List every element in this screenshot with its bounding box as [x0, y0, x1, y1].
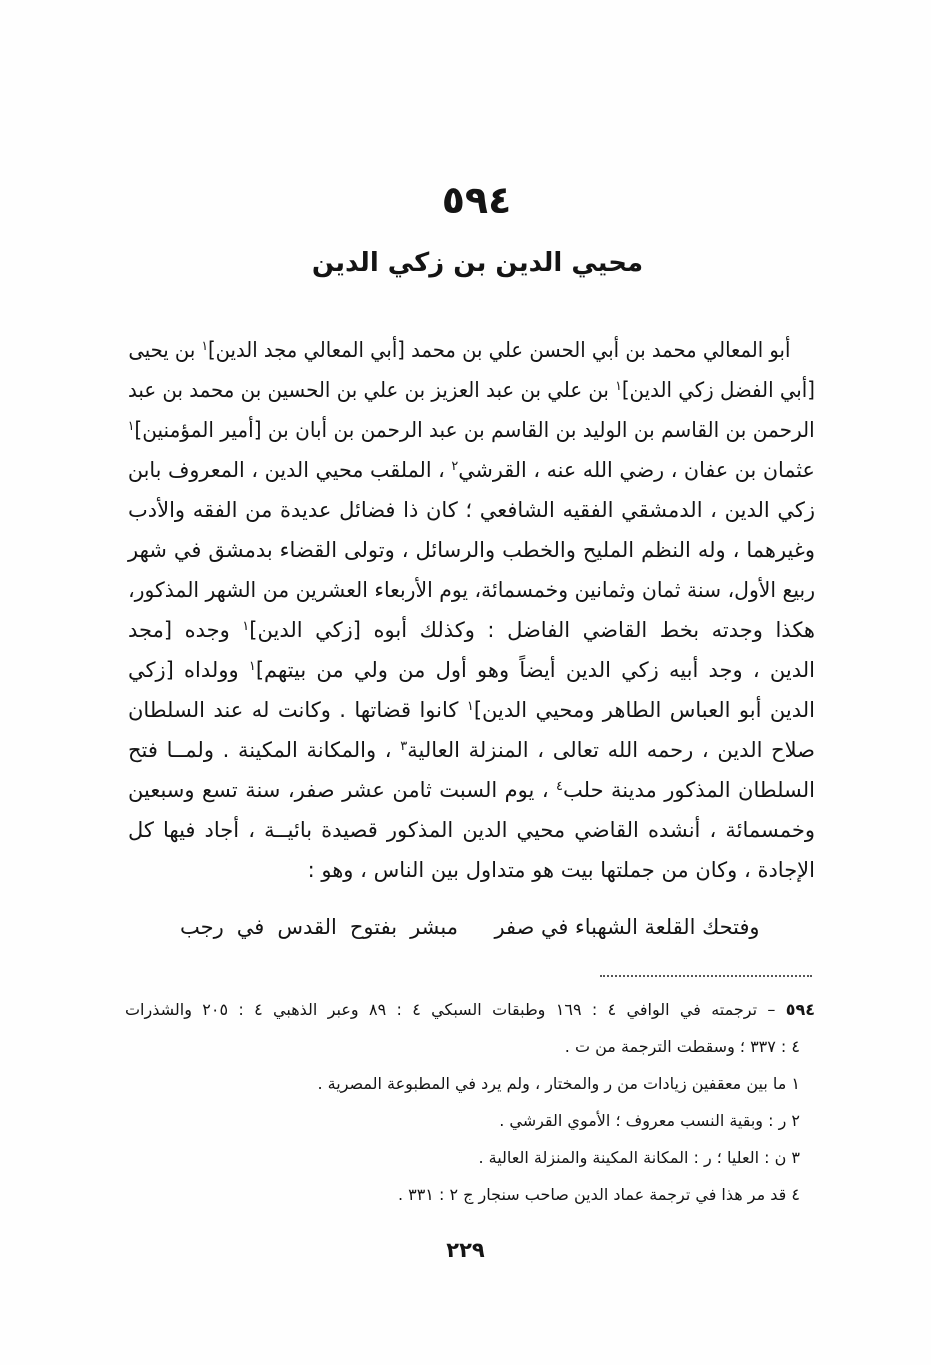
line-text: [128, 450, 815, 490]
text-segment: بن يحيى: [128, 338, 202, 362]
text-line: [128, 610, 815, 650]
text-line: [128, 730, 815, 770]
footnote-marker: ٤: [556, 778, 564, 794]
hemistich-text: مبشر بفتوح القدس في رجب: [180, 915, 458, 939]
text-line: [128, 450, 815, 490]
footnote-marker: ١: [615, 378, 622, 394]
footnote-line: [125, 1139, 815, 1176]
text-segment: السلطان المذكور مدينة حلب: [563, 778, 815, 802]
text-segment: كانوا قضاتها . وكانت له عند السلطان: [128, 698, 467, 722]
footnote-marker: ١: [466, 698, 474, 714]
verse-second-hemistich: [180, 907, 458, 947]
footnote-line: [125, 1176, 815, 1213]
line-text: [128, 650, 815, 690]
text-line: [128, 410, 815, 450]
entry-title: محيي الدين بن زكي الدين: [311, 248, 644, 278]
text-segment: وغيرهما ، وله النظم المليح والخطب والرسائل ، وتولى القضاء بدمشق في شهر: [128, 538, 815, 562]
text-segment: ٣ ن : العليا ؛ ر : المكانة المكينة والمنزلة العالية .: [478, 1148, 800, 1167]
text-line: [128, 530, 815, 570]
line-text: [125, 991, 815, 1028]
text-segment: الدين أبو العباس الطاهر ومحيي الدين]: [473, 698, 815, 722]
footnote-marker: ٣: [400, 738, 408, 754]
text-segment: ، يوم السبت ثامن عشر صفر، سنة تسع وسبعين: [128, 778, 557, 802]
text-line: [128, 570, 815, 610]
footnotes: [125, 991, 815, 1213]
text-line: [128, 490, 815, 530]
text-segment: – ترجمته في الوافي ٤ : ١٦٩ وطبقات السبكي ٤ : ٨٩ وعبر الذهبي ٤ : ٢٠٥ والشذرات: [124, 1000, 786, 1019]
text-segment: ربيع الأول، سنة ثمان وثمانين وخمسمائة، يوم الأربعاء العشرين من الشهر المذكور،: [128, 578, 815, 602]
line-text: [128, 330, 790, 370]
line-text: [128, 610, 815, 650]
footnote-line: [125, 991, 815, 1028]
text-segment: الإجادة ، وكان من جملتها بيت هو متداول بين الناس ، وهو :: [307, 858, 815, 882]
text-segment: وجده [مجد: [128, 618, 243, 642]
page-number: ٢٢٩: [446, 1238, 485, 1262]
text-segment: أبو المعالي محمد بن أبي الحسن علي بن محمد [أبي المعالي مجد الدين]: [207, 338, 790, 362]
line-text: [398, 1176, 800, 1213]
line-text: [499, 1102, 800, 1139]
text-segment: ٤ : ٣٣٧ ؛ وسقطت الترجمة من ت .: [564, 1037, 800, 1056]
footnote-marker: ٢: [451, 458, 459, 474]
text-segment: ، والمكانة المكينة . ولمــا فتح: [128, 738, 401, 762]
footnote-marker: ١: [248, 658, 256, 674]
hemistich-text: وفتحك القلعة الشهباء في صفر: [495, 915, 760, 939]
footnote-marker: ١: [201, 338, 208, 354]
text-line: [128, 650, 815, 690]
line-text: [317, 1065, 800, 1102]
footnote-marker: ١: [242, 618, 250, 634]
text-segment: عثمان بن عفان ، رضي الله عنه ، القرشي: [458, 458, 815, 482]
text-segment: الدين ، وجد أبيه زكي الدين أيضاً وهو أول من ولي من بيتهم]: [255, 658, 815, 682]
entry-number: ٥٩٤: [441, 178, 512, 222]
line-text: [478, 1139, 800, 1176]
verse-first-hemistich: [495, 907, 760, 947]
text-segment: ٢ ر : وبقية النسب معروف ؛ الأموي القرشي .: [499, 1111, 800, 1130]
text-segment: صلاح الدين ، رحمه الله تعالى ، المنزلة العالية: [407, 738, 815, 762]
footnote-line: [125, 1028, 815, 1065]
text-line: [128, 810, 815, 850]
line-text: [128, 730, 815, 770]
text-segment: [أبي الفضل زكي الدين]: [621, 378, 815, 402]
text-segment: الرحمن بن القاسم بن الوليد بن القاسم بن عبد الرحمن بن أبان بن [أمير المؤمنين]: [134, 418, 816, 442]
line-text: [128, 370, 815, 410]
line-text: [128, 690, 815, 730]
footnote-separator: [600, 975, 812, 977]
text-segment: ٤ قد مر هذا في ترجمة عماد الدين صاحب سنجار ج ٢ : ٣٣١ .: [397, 1185, 800, 1204]
text-segment: وخمسمائة ، أنشده القاضي محيي الدين المذكور قصيدة بائيــة ، أجاد فيها كل: [128, 818, 815, 842]
text-line: [128, 770, 815, 810]
text-line: [128, 370, 815, 410]
text-segment: بن علي بن عبد العزيز بن علي بن الحسين بن محمد بن عبد: [128, 378, 616, 402]
line-text: [128, 810, 815, 850]
line-text: [565, 1028, 800, 1065]
text-segment: ، الملقب محيي الدين ، المعروف بابن: [128, 458, 452, 482]
line-text: [308, 850, 815, 890]
text-segment: ١ ما بين معقفين زيادات من ر والمختار ، ولم يرد في المطبوعة المصرية .: [317, 1074, 800, 1093]
line-text: [128, 770, 815, 810]
text-line: [128, 850, 815, 890]
entry-reference-number: ٥٩٤: [785, 1000, 815, 1019]
text-segment: وولداه [زكي: [128, 658, 249, 682]
line-text: [128, 570, 815, 610]
text-segment: زكي الدين ، الدمشقي الفقيه الشافعي ؛ كان ذا فضائل عديدة من الفقه والأدب: [128, 498, 815, 522]
text-line: [128, 690, 815, 730]
line-text: [128, 490, 815, 530]
footnote-line: [125, 1065, 815, 1102]
verse: [0, 907, 931, 947]
line-text: [128, 530, 815, 570]
text-segment: هكذا وجدته بخط القاضي الفاضل : وكذلك أبوه [زكي الدين]: [249, 618, 815, 642]
footnote-line: [125, 1102, 815, 1139]
text-line: [128, 330, 815, 370]
footnote-marker: ١: [128, 418, 135, 434]
line-text: [128, 410, 815, 450]
biography-text: [128, 330, 815, 890]
